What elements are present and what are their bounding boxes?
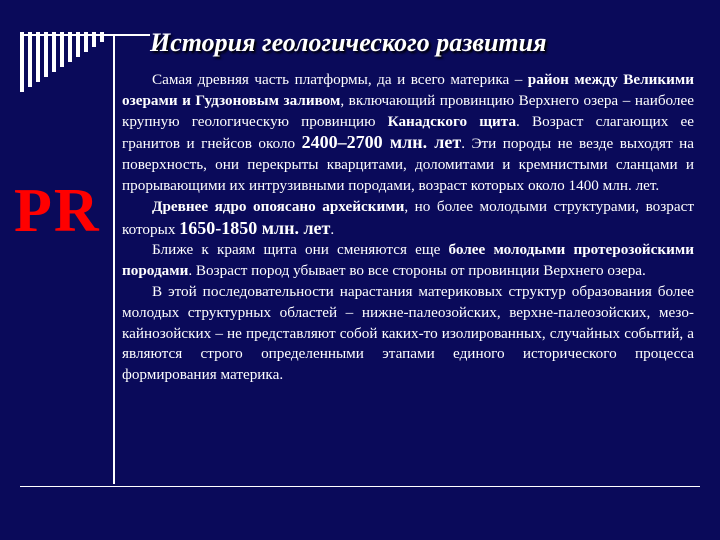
bold-text: Древнее ядро опоясано архейскими bbox=[152, 197, 405, 215]
text: . Возраст пород убывает во все стороны от провинции Верхнего озера. bbox=[188, 262, 646, 280]
bold-text: более молодыми протерозойскими породами bbox=[122, 241, 694, 280]
text: , но более молодыми структурами, возраст которых bbox=[122, 197, 694, 238]
paragraph-1 bbox=[122, 70, 694, 197]
bold-text: район между Великими озерами и Гудзоновым заливом bbox=[122, 71, 695, 109]
text: . bbox=[330, 220, 335, 238]
text: Ближе к краям щита они сменяются еще bbox=[152, 241, 449, 259]
slide-title: История геологического развития bbox=[150, 28, 547, 57]
bottom-divider bbox=[20, 486, 700, 487]
left-divider bbox=[113, 34, 115, 484]
slide-body bbox=[122, 70, 694, 386]
text: , включающий провинцию Верхнего озера – наиболее крупную геологическую провинцию bbox=[122, 91, 694, 130]
text: . Эти породы не везде выходят на поверхность, они перекрыты кварцитами, доломитами и кремнистыми сланцами и прорывающими их интрузивными породами, возраст которых около 1400 млн. лет. bbox=[122, 135, 694, 194]
paragraph-3 bbox=[122, 240, 694, 282]
decorative-stripes bbox=[20, 32, 104, 92]
top-divider bbox=[20, 34, 150, 36]
age-highlight: 2400–2700 млн. лет bbox=[301, 132, 462, 153]
text: . Возраст слагающих ее гранитов и гнейсов около bbox=[122, 112, 694, 153]
side-label: PR bbox=[14, 177, 101, 245]
text: Самая древняя часть платформы, да и всего материка – bbox=[152, 71, 528, 88]
paragraph-2 bbox=[122, 197, 694, 241]
age-highlight: 1650-1850 млн. лет bbox=[179, 217, 331, 238]
bold-text: Канадского щита bbox=[387, 112, 517, 130]
paragraph-4: В этой последовательности нарастания материковых структур образования более молодых структурных областей – нижне-палеозойских, верхне-палеозойских, мезо-кайнозойских – не представляют собой каких-то изолированных, случайных событий, а являются строго определенными этапами единого исторического процесса формирования материка. bbox=[122, 282, 694, 384]
